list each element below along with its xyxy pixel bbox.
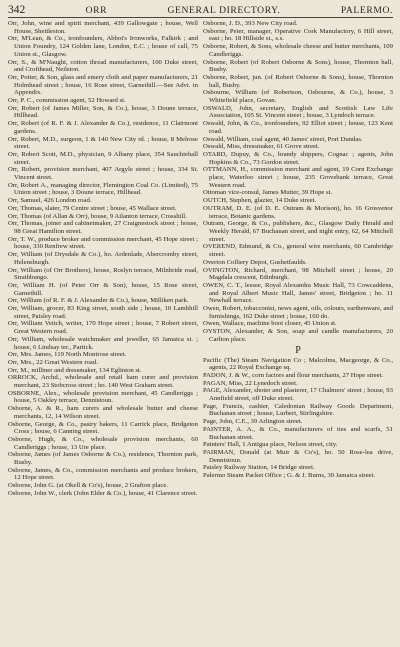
directory-entry: Orr, Robert, provision merchant, 407 Argyle street ; house, 334 St. Vincent street. [8, 166, 198, 182]
directory-entry: Palermo Steam Packet Office ; G. & J. Burns, 30 Jamaica street. [203, 472, 376, 480]
directory-entry: Osborne, Robert, jun. (of Robert Osborne & Sons), house, Thornton hall, Busby. [203, 73, 393, 89]
header-title: GENERAL DIRECTORY. [167, 5, 281, 16]
directory-entry: Orr, Potter, & Son, glass and emery cloth and paper manufacturers, 21 Holmhead street ; house, 16 Rose street, Garnethill.—See Advt. in Appendix. [8, 73, 198, 97]
directory-entry: Osborne, James (of James Osborne & Co.), residence, Thornton park, Busby. [8, 451, 198, 467]
directory-entry: Orr, Mrs., 22 Great Western road. [8, 358, 98, 366]
directory-entry: OTARD, Dupuy, & Co., brandy shippers, Cognac ; agents, John Hopkins & Co., 73 Gordon street. [203, 150, 393, 166]
directory-entry: OSBORNE, Alex., wholesale provision merchant, 45 Candleriggs ; house, 5 Oakley terrace, Dennistoun. [8, 389, 198, 405]
directory-entry: Oswald, Miss, dressmaker, 61 Grove street. [203, 143, 320, 151]
directory-entry: Outram, George, & Co., publishers, &c., Glasgow Daily Herald and Weekly Herald, 67 Buchanan street, and night entry, 62, 64 Mitchell street. [203, 220, 393, 243]
directory-entry: Orr, Thomas, slater, 79 Centre street ; house, 45 Wallace street. [8, 204, 177, 212]
directory-entry: Page, Francis, cashier, Caledonian Railway Goods Department, Buchanan street ; house, Lurbert, Stirlingshire. [203, 402, 393, 418]
directory-entry: OWEN, C. T., lessee, Royal Alexandra Music Hall, 73 Cowcaddens, and Royal Albert Music Hall, James' street, Bridgeton ; ho. 11 Newhall terrace. [203, 281, 393, 305]
running-header [8, 4, 393, 16]
directory-entry: OYSTON, Alexander, & Son, soap and candle manufacturers, 20 Carlton place. [203, 328, 393, 343]
directory-entry: Osborne, J. D., 393 New City road. [203, 20, 298, 27]
directory-entry: Orr, Robert Scott, M.D., physician, 9 Albany place, 354 Sauchiehall street. [8, 150, 198, 166]
directory-entry: Oswald, William, coal agent, 40 James' street, Port Dundas. [203, 135, 363, 143]
directory-entry: Owen, Wallace, machine boot closer, 45 Union st. [203, 320, 337, 328]
directory-entry: Orr, William (of Orr Brothers), house, Roslyn terrace, Milnbride road, Strathbungo. [8, 266, 198, 282]
section-letter: P [295, 344, 301, 356]
directory-entry: Orr, P. C., commission agent, 52 Howard st. [8, 97, 126, 105]
header-right-word: PALERMO. [340, 5, 393, 16]
directory-entry: Orr, William, wholesale watchmaker and jeweller, 65 Jamaica st. ; house, 6 Lindsay ter., Partick. [8, 335, 198, 351]
directory-entry: PAGE, Alexander, shoter and plasterer, 17 Chalmers' street ; house, 93 Annfield street, off Duke street. [203, 387, 393, 403]
directory-entry: OVINGTON, Richard, merchant, 98 Mitchell street ; house, 20 Magdala crescent, Edinburgh. [203, 266, 393, 282]
directory-entry: Ottoman vice-consul, James Mutter, 39 Hope st. [203, 189, 333, 197]
directory-entry: Orr, Thomas (of Allan & Orr), house, 9 Ailanton terrace, Crosshill. [8, 212, 187, 220]
directory-entry: Osborne, John W., clerk (John Elder & Co.), house, 41 Clarence street. [8, 489, 198, 497]
directory-entry: Osborne, A. & R., ham curers and wholesale butter and cheese merchants, 12, 14 Wilson street. [8, 405, 198, 420]
directory-entry: Osborne, Hugh, & Co., wholesale provision merchants, 60 Candleriggs ; house, 13 Ure place. [8, 435, 198, 451]
directory-entry: Pacific (The) Steam Navigation Co ; Malcolms, Macgeorge, & Co., agents, 22 Royal Exchange sq. [203, 356, 393, 372]
directory-entry: Paisley Railway Station, 14 Bridge street. [203, 464, 315, 472]
directory-entry: PAINTER, A. A., & Co., manufacturers of ties and scarfs, 51 Buchanan street. [203, 425, 393, 441]
directory-entry: OVEREND, Edmund, & Co., general wire merchants, 60 Cambridge street. [203, 243, 393, 259]
directory-entry: Osborne, Robert (of Robert Osborne & Sons), house, Thornton hall, Busby. [203, 58, 393, 74]
directory-entry: Orr, M., milliner and dressmaker, 134 Eglinton st. [8, 366, 142, 374]
directory-entry: Orr, Robert (of James Miller, Son, & Co.), house, 3 Doune terrace, Hillhead. [8, 104, 198, 120]
directory-entry: Orr, Robert, M.D., surgeon, 1 & 140 New City rd. ; house, 8 Melrose street. [8, 135, 198, 151]
directory-entry: Orr, Mrs. James, 119 North Montrose street. [8, 351, 127, 359]
directory-entry: Page, John, C.E., 39 Arlington street. [203, 418, 303, 426]
directory-entry: Orr, S., & M'Naught, cotton thread manufacturers, 100 Duke street, and Crofthead, Neilston. [8, 58, 198, 74]
left-column [8, 20, 198, 498]
directory-entry: Overton Colliery Depot, Gushetfaulds. [203, 258, 307, 266]
directory-entry: Orr, Samuel, 426 London road. [8, 197, 92, 205]
directory-entry: Orr, William Veitch, writer, 170 Hope street ; house, 7 Robert street, Great Western road. [8, 320, 198, 336]
directory-entry: Orr, William H. (of Peter Orr & Son), house, 15 Rose street, Garnethill. [8, 281, 198, 297]
directory-entry: Osborne, John G. (at Okell & Co's), house, 2 Grafton place. [8, 482, 169, 490]
directory-entry: PAGAN, Miss, 22 Lynedoch street. [203, 379, 298, 387]
directory-columns [8, 20, 393, 498]
directory-entry: Orr, T. W., produce broker and commission merchant, 45 Hope street ; house, 330 Renfrew street. [8, 235, 198, 251]
directory-entry: Orr, Thomas, joiner and cabinetmaker, 27 Craignestock street ; house, 98 Great Hamilton street. [8, 220, 198, 235]
header-rule [8, 17, 393, 18]
directory-entry: Orr, M'Lean, & Co., ironfounders, Abbot's Ironworks, Falkirk ; and Union Foundry, 124 Golden lane, London, E.C. ; house of call, 75 Union st., Glasgow. [8, 35, 198, 58]
directory-entry: Orr, William (of Drysdale & Co.), ho. Ardenlade, Abercromby street, Helensburgh. [8, 251, 198, 266]
header-left-word: ORR [85, 5, 108, 16]
directory-entry: Owen, Robert, tobacconist, news agent, oils, colours, earthenware, and furnishings, 162 Duke street ; house, 160 do. [203, 305, 393, 320]
directory-entry: OUTCH, Stephen, glazier, 14 Duke street. [203, 197, 317, 205]
directory-entry: OUTRAM, D. E. (of D. E. Outram & Morison), ho. 16 Grosvenor terrace, Botanic gardens. [203, 204, 393, 220]
directory-entry: PADON, J. & W., corn factors and flour merchants, 27 Hope street. [203, 371, 384, 379]
directory-entry: Oswald, John, & Co., ironfounders, 92 Elliot street ; house, 123 Kent road. [203, 120, 393, 135]
directory-entry: Osborne, George, & Co., pastry bakers, 11 Carrick place, Bridgeton Cross ; house, 6 Canning street. [8, 420, 198, 436]
directory-entry: Orr, Robert A., managing director, Flemington Coal Co. (Limited), 75 Union street ; house, 3 Doune terrace, Hillhead. [8, 181, 198, 197]
directory-entry: Painters' Hall, 1 Antigua place, Nelson street, city. [203, 441, 338, 449]
page-number: 342 [8, 4, 26, 16]
directory-entry: ORROCK, Archd., wholesale and retail ham curer and provision merchant, 23 Stobcross street ; ho. 140 West Graham street. [8, 374, 198, 390]
right-column [203, 20, 393, 498]
directory-entry: Osborne, Robert, & Sons, wholesale cheese and butter merchants, 109 Candleriggs. [203, 43, 393, 58]
directory-entry: Osbourne, William (of Robertson, Osbourne, & Co.), house, 3 Whitefield place, Govan. [203, 89, 393, 105]
directory-entry: Osborne, Peter, manager, Operative Cork Manufactory, 6 Hill street, east ; ho. 18 Hillside st., s.s. [203, 27, 393, 43]
directory-entry: PAIRMAN, Donald (at Muir & Co's), ho. 50 Rose-lea drive, Dennistoun. [203, 448, 393, 464]
directory-entry: OTTMANN, H., commission merchant and agent, 19 Corn Exchange place, Waterloo street ; house, 235 Grovebank terrace, Great Western road. [203, 166, 393, 189]
directory-entry: Orr, Robert (of R. F. & J. Alexander & Co.), residence, 11 Clairmont gardens. [8, 120, 198, 135]
directory-entry: OSWALD, John, secretary, English and Scottish Law Life Association, 105 St. Vincent street ; house, 3 Lyndoch terrace. [203, 104, 393, 120]
directory-entry: Orr, John, wine and spirit merchant, 439 Gallowgate ; house, Well House, Shettleston. [8, 20, 198, 35]
directory-entry: Orr, William (of R. F. & J. Alexander & Co.), house, Milliken park. [8, 297, 189, 305]
directory-entry: Osborne, James, & Co., commission merchants and produce brokers, 12 Hope street. [8, 466, 198, 482]
directory-entry: Orr, William, grocer, 83 King street, south side ; house, 10 Lambhill street, Paisley road. [8, 305, 198, 320]
